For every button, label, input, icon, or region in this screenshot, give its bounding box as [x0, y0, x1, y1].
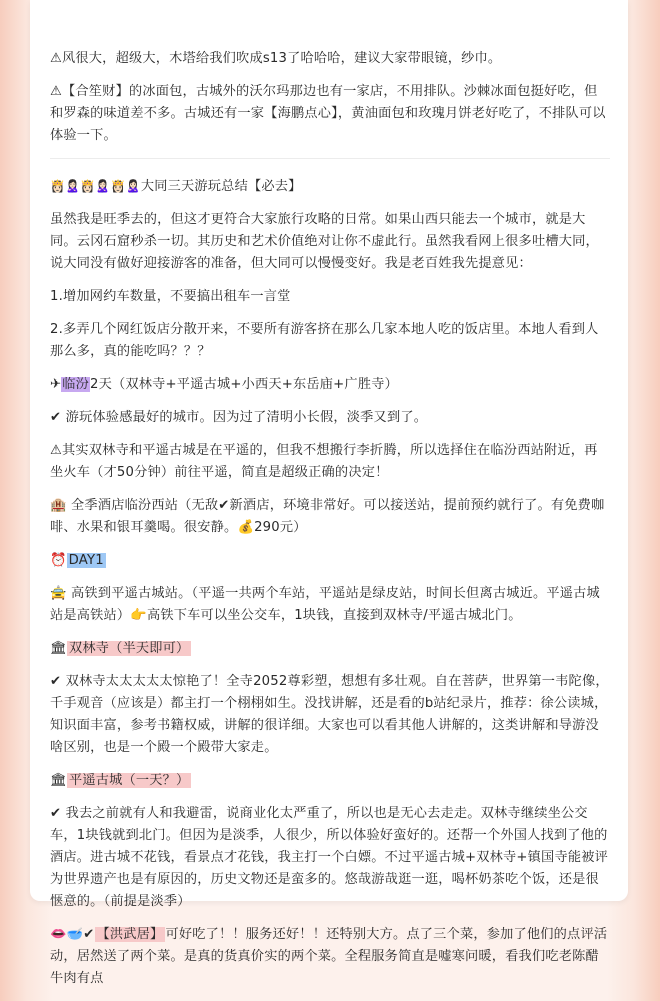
alarm-clock-icon: ⏰ [50, 553, 67, 568]
shuanglin-tag: 双林寺（半天即可） [68, 641, 190, 656]
paragraph-wind-warning: ⚠风很大，超级大，木塔给我们吹成s13了哈哈哈，建议大家带眼镜，纱巾。 [50, 51, 502, 66]
hotel-text: 全季酒店临汾西站（无敌✔新酒店，环境非常好。可以接送站，提前预约就行了。有免费咖啡、水果和银耳羹喝。很安静。 [50, 498, 605, 535]
day1-tag: DAY1 [68, 553, 104, 568]
food-emoji-icon: 👄🥣✔ [50, 927, 95, 942]
pointing-hand-icon: 👉 [130, 608, 147, 623]
pingyao-tag: 平遥古城（一天？） [68, 773, 190, 788]
paragraph-suggestion-1: 1.增加网约车数量，不要搞出租车一言堂 [50, 289, 291, 304]
paragraph-stay-tip: ⚠其实双林寺和平遥古城是在平遥的，但我不想搬行李折腾，所以选择住在临汾西站附近，再坐火车（才50分钟）前往平遥，简直是超级正确的决定！ [50, 443, 598, 480]
paragraph-experience: ✔ 游玩体验感最好的城市。因为过了清明小长假，淡季又到了。 [50, 410, 428, 425]
paragraph-pingyao: ✔ 我去之前就有人和我避雷，说商业化太严重了，所以也是无心去走走。双林寺继续坐公交车，1块钱就到北门。但因为是淡季，人很少，所以体验好蛮好的。还帮一个外国人找到了他的酒店。进古城不花钱，看景点才花钱，我主打一个白嫖。不过平遥古城+双林寺+镇国寺能被评为世界遗产也是有原因的，历史文物还是蛮多的。悠哉游哉逛一逛，喝杯奶茶吃个饭，还是很惬意的。（前提是淡季） [50, 806, 608, 909]
section-title-text: 大同三天游玩总结【必去】 [140, 179, 302, 194]
paragraph-intro: 虽然我是旺季去的，但这才更符合大家旅行攻略的日常。如果山西只能去一个城市，就是大同。云冈石窟秒杀一切。其历史和艺术价值绝对让你不虚此行。虽然我看网上很多吐槽大同，说大同没有做好迎接游客的准备，但大同可以慢慢变好。我是老百姓我先提意见： [50, 212, 599, 271]
temple-icon: 🏛 [50, 641, 67, 656]
paragraph-linfen-route [50, 374, 610, 396]
section-divider [50, 158, 610, 159]
restaurant-tag: 【洪武居】 [96, 927, 164, 942]
hotel-icon: 🏨 [50, 498, 67, 513]
linfen-route-text: 2天（双林寺+平遥古城+小西天+东岳庙+广胜寺） [90, 377, 398, 392]
taxi-icon: 🚖 [50, 586, 67, 601]
day-label [50, 550, 610, 572]
heading-pingyao [50, 770, 610, 792]
temple-icon: 🏛 [50, 773, 67, 788]
article-body [50, 48, 610, 1001]
paragraph-suggestion-2: 2.多弄几个网红饭店分散开来，不要所有游客挤在那么几家本地人吃的饭店里。本地人看到人那么多，真的能吃吗？？？ [50, 322, 599, 359]
article-card [30, 0, 628, 986]
money-bag-icon: 💰 [237, 520, 255, 535]
transport-text-a: 高铁到平遥古城站。（平遥一共两个车站，平遥站是绿皮站，时间长但离古城近。平遥古城站是高铁站） [50, 586, 600, 623]
hotel-price: 290元） [254, 520, 307, 535]
restaurant-text: 可好吃了！！服务还好！！还特别大方。点了三个菜，参加了他们的点评活动，居然送了两个菜。是真的货真价实的两个菜。全程服务简直是嘘寒问暖，看我们吃老陈醋牛肉有点 [50, 927, 608, 986]
transport-text-b: 高铁下车可以坐公交车，1块钱，直接到双林寺/平遥古城北门。 [146, 608, 522, 623]
paragraph-restaurant [50, 924, 610, 990]
section-title [50, 175, 610, 198]
paragraph-transport [50, 583, 610, 627]
paragraph-shuanglin: ✔ 双林寺太太太太太惊艳了！全寺2052尊彩塑，想想有多壮观。自在菩萨，世界第一韦陀像，千手观音（应该是）都主打一个栩栩如生。没找讲解，还是看的b站纪录片，推荐：徐公读城，知识面丰富，参考书籍权威，讲解的很详细。大家也可以看其他人讲解的，这类讲解和导游没啥区别，也是一个殿一个殿带大家走。 [50, 674, 609, 755]
heading-shuanglin-temple [50, 638, 610, 660]
airplane-icon: ✈ [50, 377, 62, 392]
paragraph-bread-tip: ⚠【合笙财】的冰面包，古城外的沃尔玛那边也有一家店，不用排队。沙棘冰面包挺好吃，但和罗森的味道差不多。古城还有一家【海鹏点心】，黄油面包和玫瑰月饼老好吃了，不排队可以体验一下。 [50, 84, 606, 143]
linfen-tag: 临汾 [62, 377, 90, 392]
paragraph-hotel [50, 495, 610, 539]
princess-emoji-icon: 👸🏻🙎🏻‍♀️👸🏻🙎🏻‍♀️👸🏻🙎🏻‍♀️ [50, 179, 141, 193]
